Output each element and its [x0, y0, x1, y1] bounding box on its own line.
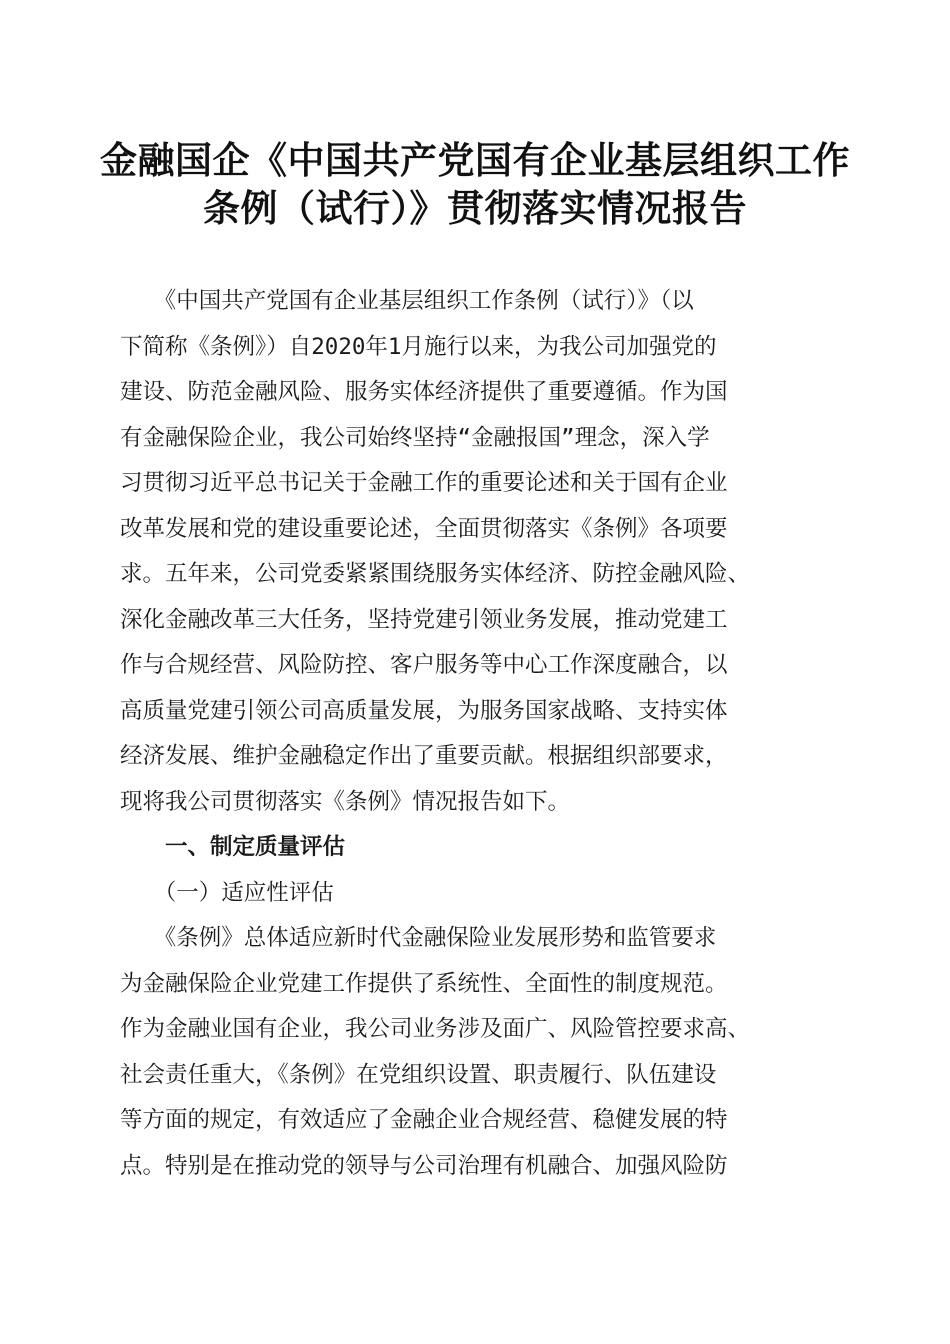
text-line: 《条例》总体适应新时代金融保险业发展形势和监管要求: [120, 925, 717, 951]
text-line: 求。五年来，公司党委紧紧围绕服务实体经济、防控金融风险、: [120, 561, 751, 587]
document-body: [120, 279, 830, 1189]
text-line: 有金融保险企业，我公司始终坚持“金融报国”理念，深入学: [120, 424, 710, 451]
text-line: 《中国共产党国有企业基层组织工作条例（试行）》（以: [120, 288, 694, 314]
document-title: [100, 136, 850, 232]
title-line: 条例（试行）》贯彻落实情况报告: [203, 186, 747, 230]
paragraph-adaptability: [120, 916, 830, 1189]
section-heading-text: 一、制定质量评估: [120, 834, 346, 860]
text-line: 作为金融业国有企业，我公司业务涉及面广、风险管控要求高、: [120, 1016, 751, 1042]
title-line: 金融国企《中国共产党国有企业基层组织工作: [100, 138, 850, 182]
text-line: 经济发展、维护金融稳定作出了重要贡献。根据组织部要求，: [120, 743, 728, 769]
section-heading: [120, 825, 830, 871]
text-line: 等方面的规定，有效适应了金融企业合规经营、稳健发展的特: [120, 1107, 728, 1133]
text-line: 下简称《条例》）自2020年1月施行以来，为我公司加强党的: [120, 333, 717, 360]
text-line: 为金融保险企业党建工作提供了系统性、全面性的制度规范。: [120, 970, 728, 997]
subsection-heading: [120, 871, 830, 917]
text-line: 建设、防范金融风险、服务实体经济提供了重要遵循。作为国: [120, 379, 728, 405]
text-line: 高质量党建引领公司高质量发展，为服务国家战略、支持实体: [120, 697, 728, 724]
paragraph-intro: [120, 279, 830, 825]
text-line: 深化金融改革三大任务，坚持党建引领业务发展，推动党建工: [120, 606, 728, 633]
text-line: 作与合规经营、风险防控、客户服务等中心工作深度融合，以: [120, 652, 728, 678]
text-line: 点。特别是在推动党的领导与公司治理有机融合、加强风险防: [120, 1152, 728, 1179]
text-line: 改革发展和党的建设重要论述，全面贯彻落实《条例》各项要: [120, 515, 728, 542]
text-line: 习贯彻习近平总书记关于金融工作的重要论述和关于国有企业: [120, 470, 728, 496]
subsection-heading-text: （一）适应性评估: [120, 879, 334, 906]
text-line: 社会责任重大，《条例》在党组织设置、职责履行、队伍建设: [120, 1061, 717, 1088]
text-line: 现将我公司贯彻落实《条例》情况报告如下。: [120, 788, 571, 815]
